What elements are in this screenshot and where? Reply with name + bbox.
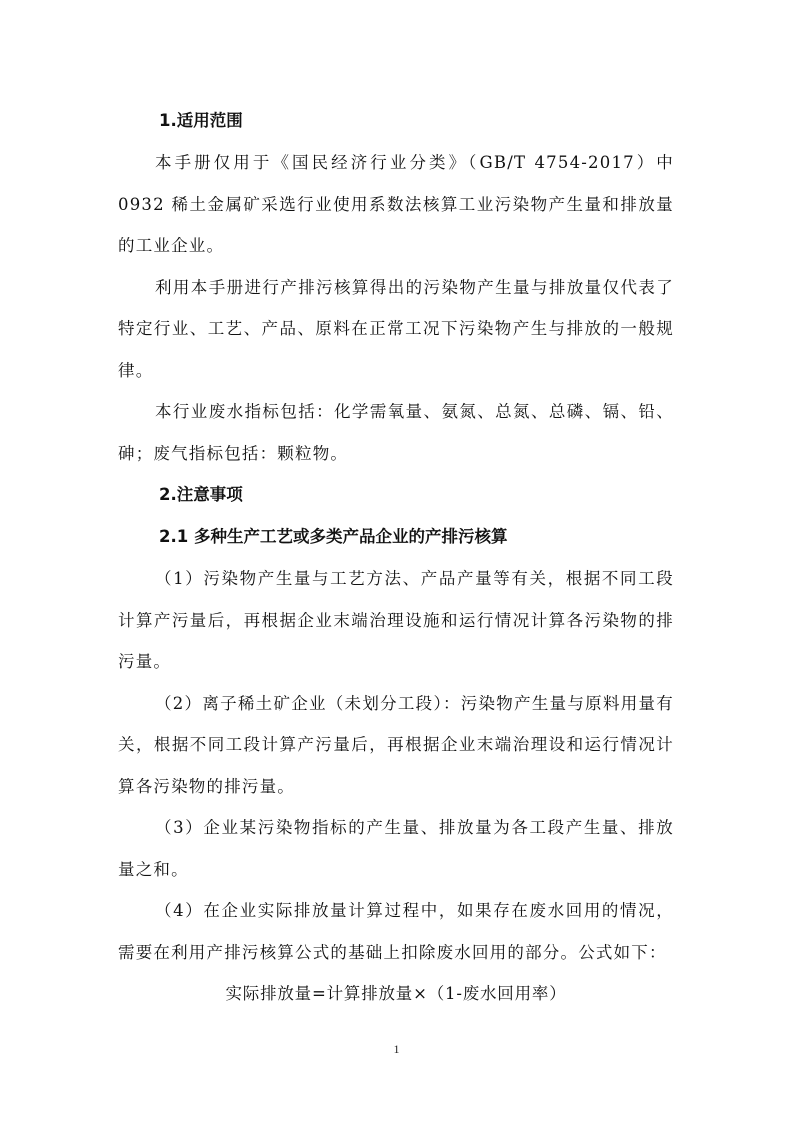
paragraph-scope-2: 利用本手册进行产排污核算得出的污染物产生量与排放量仅代表了特定行业、工艺、产品、原料在正常工况下污染物产生与排放的一般规律。 <box>118 277 674 380</box>
note-item-1: （1）污染物产生量与工艺方法、产品产量等有关，根据不同工段计算产污量后，再根据企业末端治理设施和运行情况计算各污染物的排污量。 <box>118 569 674 671</box>
paragraph-scope-3: 本行业废水指标包括：化学需氧量、氨氮、总氮、总磷、镉、铅、砷；废气指标包括：颗粒物。 <box>118 402 674 463</box>
note-item-2: （2）离子稀土矿企业（未划分工段）：污染物产生量与原料用量有关，根据不同工段计算产污量后，再根据企业末端治理设和运行情况计算各污染物的排污量。 <box>118 693 674 796</box>
section-heading-notes: 2.注意事项 <box>159 485 243 504</box>
document-page <box>118 100 674 1015</box>
note-item-4: （4）在企业实际排放量计算过程中，如果存在废水回用的情况，需要在利用产排污核算公式的基础上扣除废水回用的部分。公式如下： <box>118 901 674 962</box>
note-item-3: （3）企业某污染物指标的产生量、排放量为各工段产生量、排放量之和。 <box>118 818 674 879</box>
formula: 实际排放量=计算排放量×（1-废水回用率） <box>225 984 567 1003</box>
section-heading-scope: 1.适用范围 <box>159 111 243 130</box>
subsection-heading: 2.1 多种生产工艺或多类产品企业的产排污核算 <box>159 527 508 546</box>
paragraph-scope-1: 本手册仅用于《国民经济行业分类》（GB/T 4754-2017）中 0932 稀土金属矿采选行业使用系数法核算工业污染物产生量和排放量的工业企业。 <box>118 153 674 255</box>
page-number: 1 <box>393 1042 400 1056</box>
